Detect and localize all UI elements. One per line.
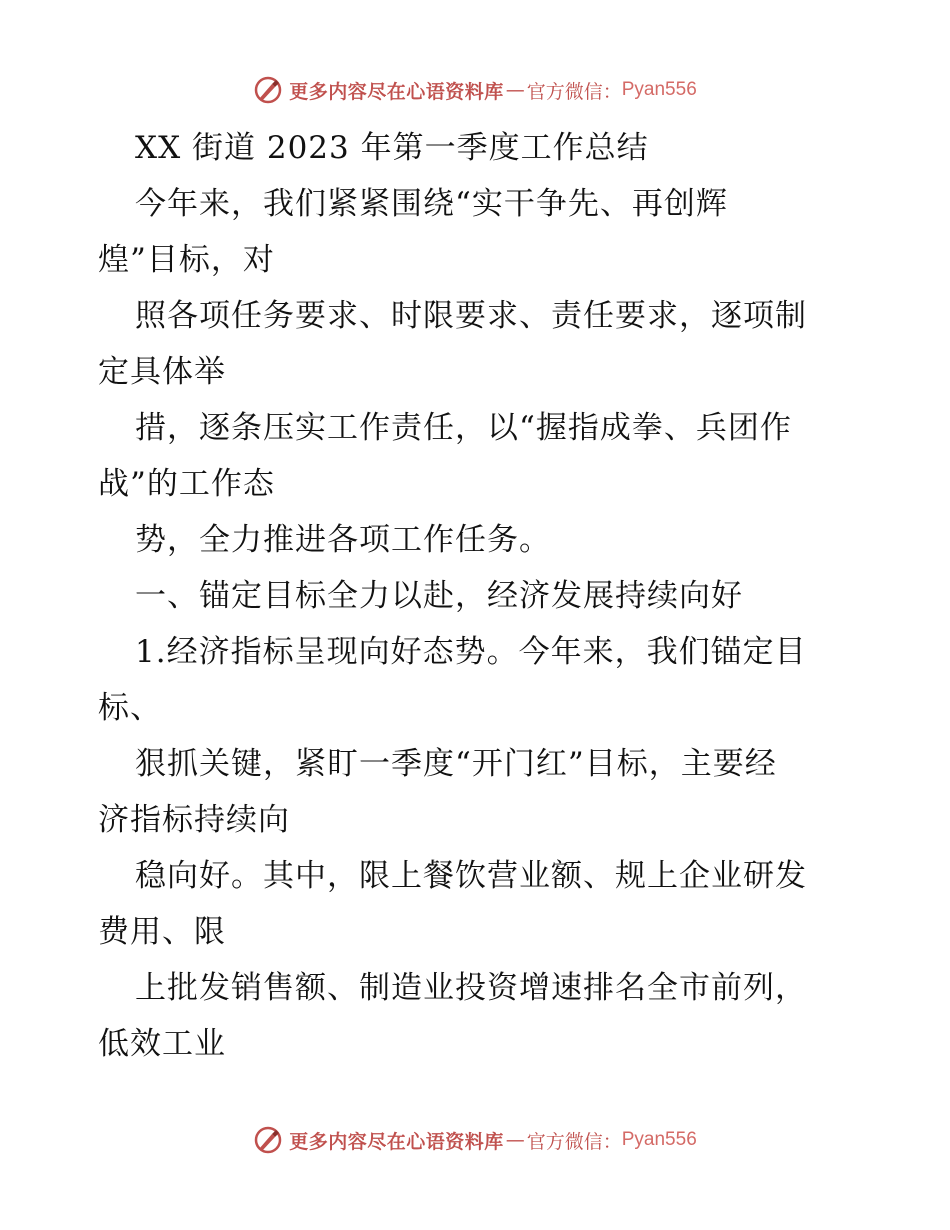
header-watermark <box>0 70 950 110</box>
text-line: 势，全力推进各项工作任务。 <box>135 522 551 558</box>
watermark-brand: 更多内容尽在心语资料库 <box>289 1130 504 1153</box>
watermark-separator: — <box>505 1129 525 1151</box>
watermark-wechat-label: 官方微信： <box>526 1130 622 1153</box>
pen-logo-icon <box>253 1125 283 1155</box>
document-title: XX 街道 2023 年第一季度工作总结 <box>135 130 649 166</box>
text-line: 1.经济指标呈现向好态势。今年来，我们锚定目 <box>135 634 807 670</box>
text-line: 措，逐条压实工作责任，以“握指成拳、兵团作 <box>135 410 792 446</box>
section-heading: 一、锚定目标全力以赴，经济发展持续向好 <box>135 578 743 614</box>
pen-logo-icon <box>253 75 283 105</box>
text-line: 费用、限 <box>98 914 226 950</box>
text-line: 标、 <box>98 690 162 726</box>
watermark-wechat-id: Pyan556 <box>621 1129 697 1150</box>
footer-watermark <box>0 1120 950 1160</box>
watermark-separator: — <box>505 79 525 101</box>
text-line: 定具体举 <box>98 354 226 390</box>
text-line: 煌”目标，对 <box>98 242 275 278</box>
watermark-wechat-id: Pyan556 <box>621 79 697 100</box>
text-line: 低效工业 <box>98 1026 226 1062</box>
text-line: 狠抓关键，紧盯一季度“开门红”目标，主要经 <box>135 746 777 782</box>
text-line: 稳向好。其中，限上餐饮营业额、规上企业研发 <box>135 858 807 894</box>
watermark-brand: 更多内容尽在心语资料库 <box>289 80 504 103</box>
watermark-wechat-label: 官方微信： <box>526 80 622 103</box>
text-line: 上批发销售额、制造业投资增速排名全市前列， <box>135 970 807 1006</box>
text-line: 济指标持续向 <box>98 802 290 838</box>
text-line: 照各项任务要求、时限要求、责任要求，逐项制 <box>135 298 807 334</box>
text-line: 今年来，我们紧紧围绕“实干争先、再创辉 <box>135 186 728 222</box>
text-line: 战”的工作态 <box>98 466 275 502</box>
document-body <box>98 120 858 1072</box>
